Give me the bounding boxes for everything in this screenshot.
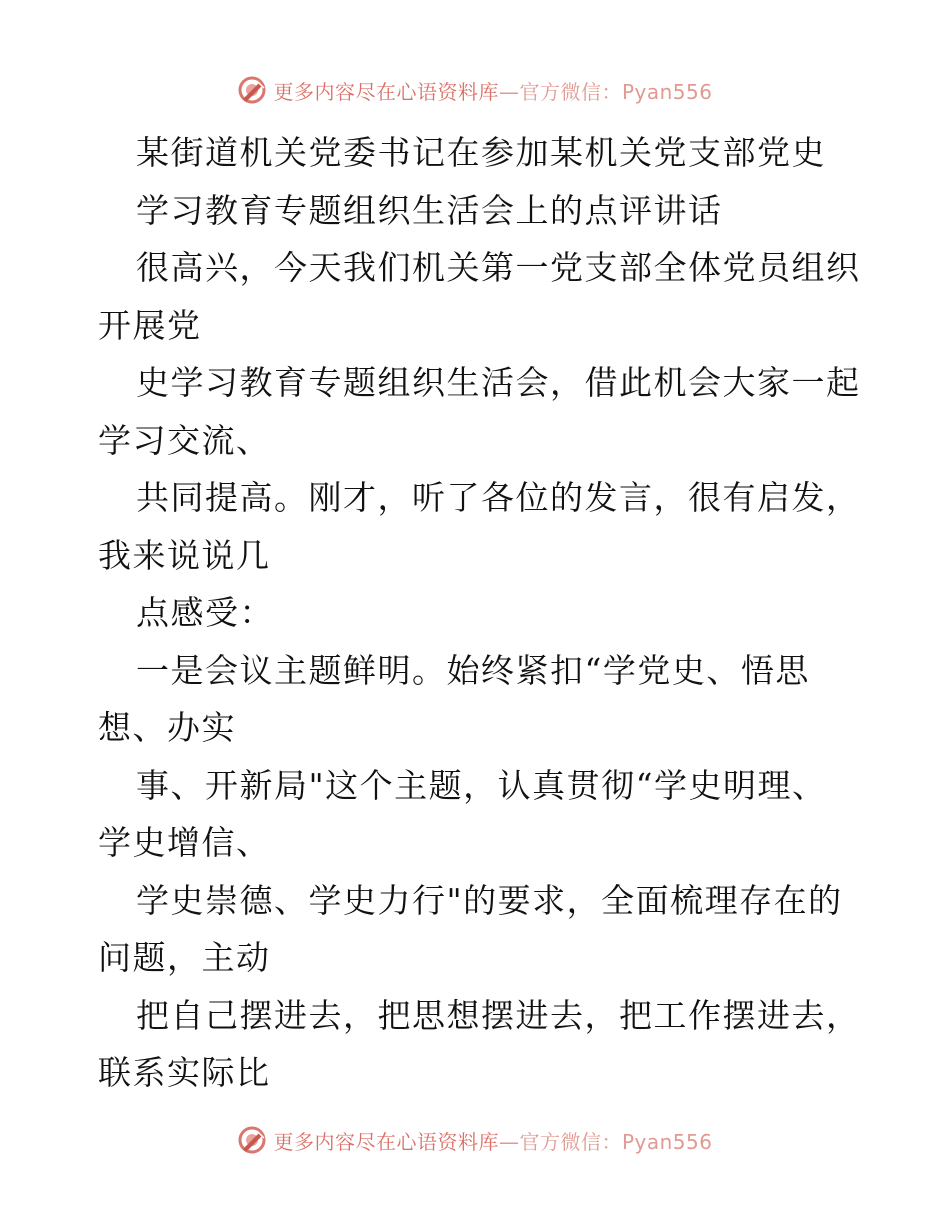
paragraph-line: 学习交流、	[98, 420, 271, 460]
paragraph-line: 史学习教育专题组织生活会，借此机会大家一起	[136, 363, 861, 402]
watermark-wechat: —官方微信：Pyan556	[498, 79, 713, 104]
paragraph-line: 开展党	[98, 305, 202, 345]
watermark-text	[273, 1126, 712, 1155]
watermark-text	[273, 76, 712, 105]
paragraph-line: 学习教育专题组织生活会上的点评讲话	[136, 190, 723, 230]
document-body	[98, 124, 861, 1102]
paragraph-line: 点感受：	[136, 593, 274, 632]
paragraph-line: 联系实际比	[98, 1053, 271, 1092]
watermark-brand: 更多内容尽在心语资料库	[273, 79, 499, 104]
paragraph-line: 事、开新局"这个主题，认真贯彻“学史明理、	[136, 765, 827, 805]
footer-watermark	[0, 1120, 950, 1160]
header-watermark	[0, 70, 950, 110]
paragraph-line: 想、办实	[98, 708, 236, 747]
paragraph-line: 问题，主动	[98, 938, 271, 977]
paragraph-line: 共同提高。刚才，听了各位的发言，很有启发，	[136, 478, 861, 517]
paragraph-line: 学史增信、	[98, 823, 271, 862]
paragraph-line: 我来说说几	[98, 535, 271, 575]
pen-nib-logo-icon	[237, 1125, 267, 1155]
watermark-brand: 更多内容尽在心语资料库	[273, 1129, 499, 1154]
pen-nib-logo-icon	[237, 75, 267, 105]
paragraph-line: 某街道机关党委书记在参加某机关党支部党史	[136, 133, 826, 172]
watermark-wechat: —官方微信：Pyan556	[498, 1129, 713, 1154]
paragraph-line: 学史崇德、学史力行"的要求，全面梳理存在的	[136, 880, 843, 920]
paragraph-line: 把自己摆进去，把思想摆进去，把工作摆进去，	[136, 995, 861, 1035]
paragraph-line: 一是会议主题鲜明。始终紧扣“学党史、悟思	[136, 650, 810, 690]
paragraph-line: 很高兴，今天我们机关第一党支部全体党员组织	[136, 248, 861, 287]
